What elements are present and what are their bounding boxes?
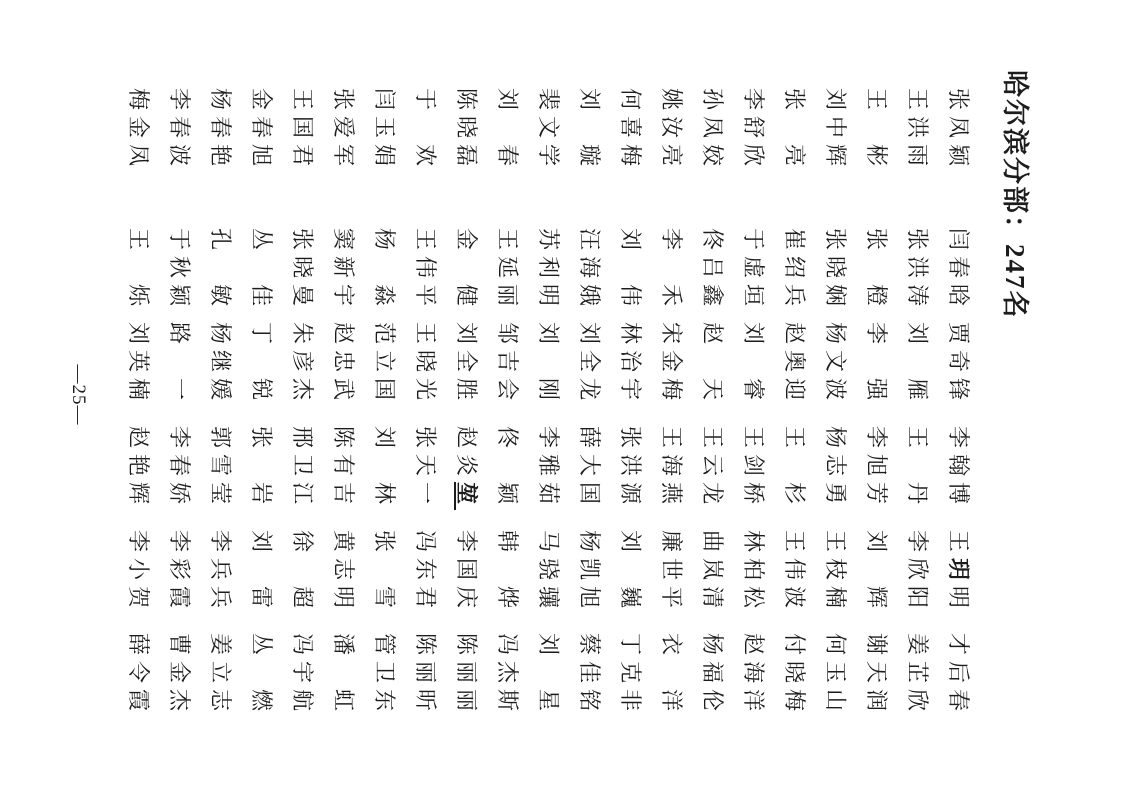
- roster-name: 王晓光: [413, 322, 438, 407]
- roster-name: 刘 春: [495, 88, 520, 173]
- roster-name: 丁克非: [618, 633, 643, 718]
- roster-name: 邢卫江: [290, 426, 315, 511]
- roster-name: 王剑桥: [741, 426, 766, 511]
- roster-name: 刘全胜: [454, 322, 479, 407]
- roster-name: 刘 雁: [905, 322, 930, 407]
- roster-name: 何喜梅: [618, 88, 643, 173]
- roster-name: 于秋颖: [167, 228, 192, 313]
- page-header: 哈尔滨分部：247名: [1000, 70, 1030, 320]
- roster-name: 马骁骧: [536, 530, 561, 615]
- roster-name: 王 丹: [905, 426, 930, 511]
- roster-name: 陈丽丽: [454, 633, 479, 718]
- roster-name: 李彩霞: [167, 530, 192, 615]
- roster-name: 刘英楠: [126, 322, 151, 407]
- roster-name: 闫玉娟: [372, 88, 397, 173]
- roster-name: 李雅茹: [536, 426, 561, 511]
- roster-name: 孔 敏: [208, 228, 233, 313]
- roster-name: 刘 伟: [618, 228, 643, 313]
- roster-name: 丛 佳: [249, 228, 274, 313]
- roster-name: 王国君: [290, 88, 315, 173]
- roster-name: 王伟波: [782, 530, 807, 615]
- roster-name: 王玥明: [946, 530, 971, 615]
- roster-name: 刘 睿: [741, 322, 766, 407]
- roster-name: 何玉山: [823, 633, 848, 718]
- roster-name: 王 杉: [782, 426, 807, 511]
- roster-name: 张 橙: [864, 228, 889, 313]
- roster-name: 张洪涛: [905, 228, 930, 313]
- roster-name: 王海燕: [659, 426, 684, 511]
- roster-name: 陈丽昕: [413, 633, 438, 718]
- roster-name: 张洪源: [618, 426, 643, 511]
- roster-name: 崔绍兵: [782, 228, 807, 313]
- roster-name: 赵忠武: [331, 322, 356, 407]
- roster-name: 薛令霞: [126, 633, 151, 718]
- roster-name: 王洪雨: [905, 88, 930, 173]
- roster-name: 朱彦杰: [290, 322, 315, 407]
- roster-name: 陈晓磊: [454, 88, 479, 173]
- page-number: —25—: [68, 364, 89, 426]
- roster-name: 金春旭: [249, 88, 274, 173]
- roster-name: 姜立志: [208, 633, 233, 718]
- roster-name: 王 烁: [126, 228, 151, 313]
- roster-name: 刘 璇: [577, 88, 602, 173]
- roster-name: 韩 烨: [495, 530, 520, 615]
- roster-name: 廉世平: [659, 530, 684, 615]
- roster-name: 李翰博: [946, 426, 971, 511]
- roster-name: 李国庆: [454, 530, 479, 615]
- roster-name: 金 健: [454, 228, 479, 313]
- roster-name: 王枝楠: [823, 530, 848, 615]
- roster-name: 赵奥迎: [782, 322, 807, 407]
- roster-name: 刘 巍: [618, 530, 643, 615]
- roster-name: 李舒欣: [741, 88, 766, 173]
- roster-name: 杨 淼: [372, 228, 397, 313]
- roster-name: 宋金梅: [659, 322, 684, 407]
- roster-name: 王延丽: [495, 228, 520, 313]
- roster-name: 刘 雷: [249, 530, 274, 615]
- roster-name: 刘 星: [536, 633, 561, 718]
- roster-name: 黄志明: [331, 530, 356, 615]
- roster-name: 刘全龙: [577, 322, 602, 407]
- roster-name: 赵炎堃: [454, 426, 479, 511]
- roster-name: 谢天润: [864, 633, 889, 718]
- roster-name: 蔡佳铭: [577, 633, 602, 718]
- roster-name: 于虚垣: [741, 228, 766, 313]
- roster-name: 林柏松: [741, 530, 766, 615]
- roster-name: 刘 辉: [864, 530, 889, 615]
- roster-name: 窦新宇: [331, 228, 356, 313]
- roster-name: 张 亮: [782, 88, 807, 173]
- roster-name: 张 岩: [249, 426, 274, 511]
- roster-name: 王伟平: [413, 228, 438, 313]
- roster-name: 陈有吉: [331, 426, 356, 511]
- roster-name: 杨福伦: [700, 633, 725, 718]
- roster-name: 杨继媛: [208, 322, 233, 407]
- roster-name: 丁 锐: [249, 322, 274, 407]
- roster-name: 佟 颖: [495, 426, 520, 511]
- roster-name: 刘 刚: [536, 322, 561, 407]
- roster-name: 李 强: [864, 322, 889, 407]
- roster-name: 杨春艳: [208, 88, 233, 173]
- roster-name: 杨凯旭: [577, 530, 602, 615]
- roster-name: 闫春晗: [946, 228, 971, 313]
- roster-name: 张晓曼: [290, 228, 315, 313]
- roster-name: 薛大国: [577, 426, 602, 511]
- roster-name: 管卫东: [372, 633, 397, 718]
- roster-name: 贾奇锋: [946, 322, 971, 407]
- roster-name: 张 雪: [372, 530, 397, 615]
- roster-name: 路 一: [167, 322, 192, 407]
- roster-name: 佟吕鑫: [700, 228, 725, 313]
- roster-name: 赵海洋: [741, 633, 766, 718]
- roster-name: 李春娇: [167, 426, 192, 511]
- roster-name: 赵艳辉: [126, 426, 151, 511]
- roster-name: 王 彬: [864, 88, 889, 173]
- roster-name: 苏利明: [536, 228, 561, 313]
- roster-name: 裴文学: [536, 88, 561, 173]
- roster-name: 付晓梅: [782, 633, 807, 718]
- roster-name: 潘 虹: [331, 633, 356, 718]
- roster-name: 徐 超: [290, 530, 315, 615]
- roster-name: 赵 天: [700, 322, 725, 407]
- roster-name: 郭雪莹: [208, 426, 233, 511]
- roster-name: 范立国: [372, 322, 397, 407]
- roster-name: 杨志勇: [823, 426, 848, 511]
- roster-name: 杨文波: [823, 322, 848, 407]
- roster-name: 李 禾: [659, 228, 684, 313]
- roster-name: 冯宇航: [290, 633, 315, 718]
- roster-name: 张天一: [413, 426, 438, 511]
- roster-name: 张凤颖: [946, 88, 971, 173]
- roster-name: 刘 林: [372, 426, 397, 511]
- roster-name: 张晓娴: [823, 228, 848, 313]
- roster-name: 林治宇: [618, 322, 643, 407]
- roster-name: 刘中辉: [823, 88, 848, 173]
- roster-name: 冯东君: [413, 530, 438, 615]
- roster-name: 邹吉会: [495, 322, 520, 407]
- roster-name: 丛 燃: [249, 633, 274, 718]
- roster-name: 梅金凤: [126, 88, 151, 173]
- roster-name: 汪海娥: [577, 228, 602, 313]
- roster-name: 李欣阳: [905, 530, 930, 615]
- roster-name: 衣 洋: [659, 633, 684, 718]
- roster-name: 张爱军: [331, 88, 356, 173]
- roster-name: 才后春: [946, 633, 971, 718]
- roster-name: 冯杰斯: [495, 633, 520, 718]
- roster-name: 王云龙: [700, 426, 725, 511]
- roster-name: 李春波: [167, 88, 192, 173]
- roster-name: 于 欢: [413, 88, 438, 173]
- roster-name: 李兵兵: [208, 530, 233, 615]
- roster-name: 李小贺: [126, 530, 151, 615]
- roster-name: 姜芷欣: [905, 633, 930, 718]
- roster-name: 曲岚清: [700, 530, 725, 615]
- roster-name: 孙凤姣: [700, 88, 725, 173]
- roster-name: 李旭芳: [864, 426, 889, 511]
- roster-name: 姚汝亮: [659, 88, 684, 173]
- roster-name: 曹金杰: [167, 633, 192, 718]
